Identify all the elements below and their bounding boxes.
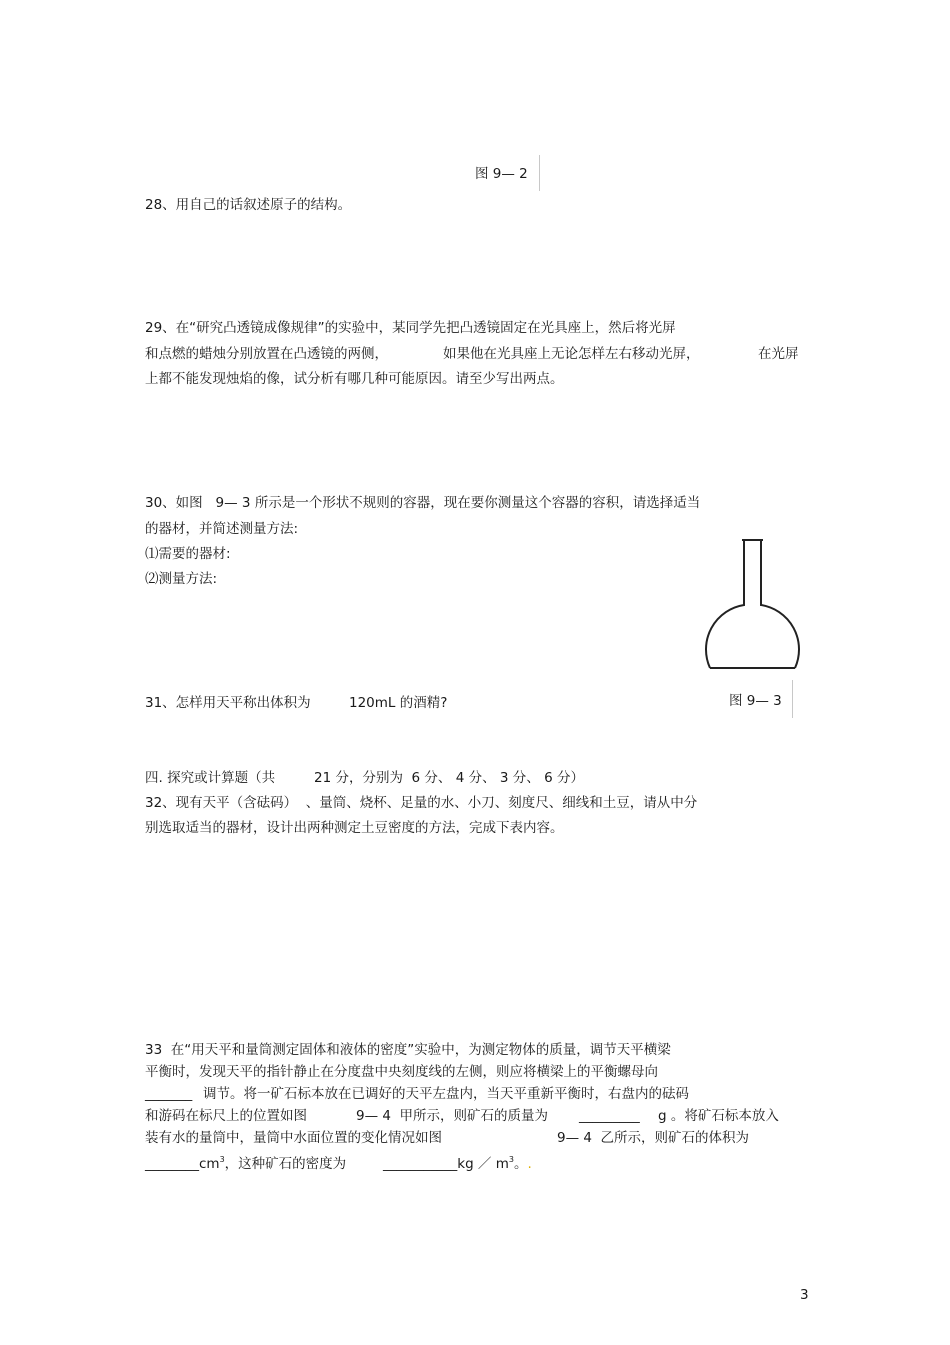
unit-cm: cm (199, 1156, 220, 1172)
figure-9-3-caption: 图 9— 3 (729, 693, 782, 709)
question-32-line-1: 32、现有天平（含砝码） 、量筒、烧杯、足量的水、小刀、刻度尺、细线和土豆，请从中分 (145, 795, 698, 811)
question-33-line-4c: g 。将矿石标本放入 (658, 1108, 779, 1124)
question-32-line-2: 别选取适当的器材，设计出两种测定土豆密度的方法，完成下表内容。 (145, 820, 564, 836)
flask-diagram (700, 535, 810, 675)
question-30-line-2: 的器材，并简述测量方法: (145, 521, 299, 537)
question-29-line-2c: 在光屏 (758, 346, 799, 362)
question-33-line-6b (383, 1151, 532, 1173)
question-33-line-2: 平衡时，发现天平的指针静止在分度盘中央刻度线的左侧，则应将横梁上的平衡螺母向 (145, 1064, 658, 1080)
column-divider-2 (792, 680, 793, 718)
question-33-line-5b: 9— 4 乙所示，则矿石的体积为 (557, 1130, 750, 1146)
section-4-heading-b: 21 分，分别为 6 分、 4 分、 3 分、 6 分） (314, 770, 584, 786)
question-33-line-5a: 装有水的量筒中，量筒中水面位置的变化情况如图 (145, 1130, 442, 1146)
question-29-line-2b: 如果他在光具座上无论怎样左右移动光屏， (443, 346, 700, 362)
question-30-line-1: 30、如图 9— 3 所示是一个形状不规则的容器，现在要你测量这个容器的容积，请选择适当 (145, 495, 701, 511)
question-30-item-1: ⑴需要的器材: (145, 546, 231, 562)
question-33-line-4a: 和游码在标尺上的位置如图 (145, 1108, 307, 1124)
question-31-part-a: 31、怎样用天平称出体积为 (145, 695, 311, 711)
page-number: 3 (800, 1287, 809, 1303)
question-33-line-4b: 9— 4 甲所示，则矿石的质量为 (356, 1108, 549, 1124)
question-33-line-4-blank: _________ (579, 1108, 640, 1124)
question-33-line-3: 调节。将一矿石标本放在已调好的天平左盘内，当天平重新平衡时，右盘内的砝码 (203, 1086, 689, 1102)
question-33-line-6 (145, 1151, 346, 1173)
question-29-line-3: 上都不能发现烛焰的像，试分析有哪几种可能原因。请至少写出两点。 (145, 371, 564, 387)
density-prompt: ，这种矿石的密度为 (224, 1156, 347, 1172)
answer-blank-density: ___________ (383, 1156, 458, 1172)
section-4-heading-a: 四. 探究或计算题（共 (145, 770, 276, 786)
unit-kg-per-m: kg ／ m (457, 1156, 509, 1172)
answer-blank-volume: ________ (145, 1156, 199, 1172)
unit-exponent-2: 3 (508, 1155, 514, 1164)
stray-dot: . (527, 1156, 532, 1172)
question-33-line-3-blank: _______ (145, 1086, 193, 1102)
question-31-part-b: 120mL 的酒精? (349, 695, 448, 711)
question-29-line-2a: 和点燃的蜡烛分别放置在凸透镜的两侧， (145, 346, 388, 362)
question-29-line-1: 29、在“研究凸透镜成像规律”的实验中，某同学先把凸透镜固定在光具座上，然后将光屏 (145, 320, 676, 336)
question-30-item-2: ⑵测量方法: (145, 571, 218, 587)
question-28: 28、用自己的话叙述原子的结构。 (145, 197, 352, 213)
sentence-end: 。 (513, 1156, 528, 1172)
question-33-line-1: 33 在“用天平和量筒测定固体和液体的密度”实验中，为测定物体的质量，调节天平横梁 (145, 1042, 671, 1058)
column-divider (539, 155, 540, 191)
unit-exponent: 3 (219, 1155, 225, 1164)
figure-9-2-caption: 图 9— 2 (475, 166, 528, 182)
